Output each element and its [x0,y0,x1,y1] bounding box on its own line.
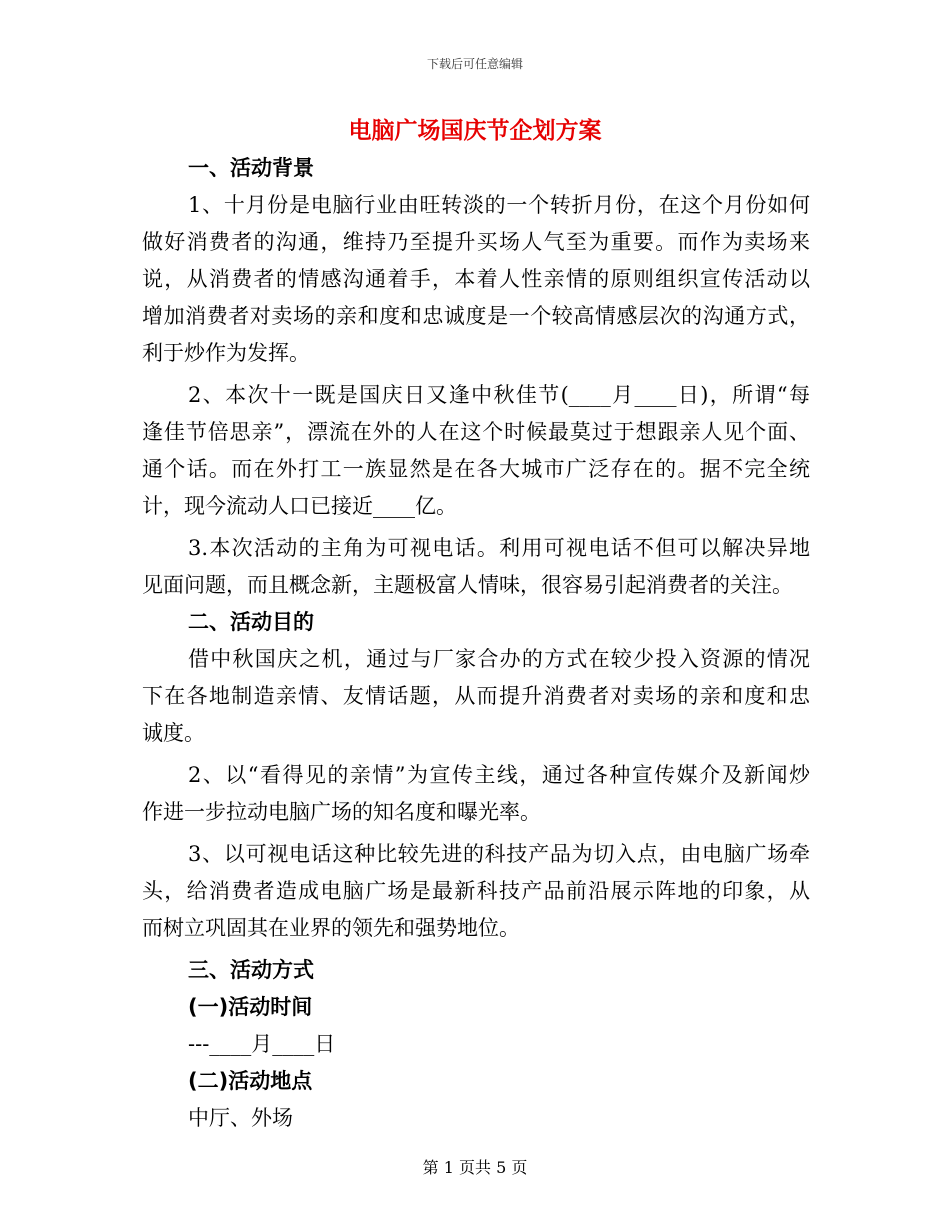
paragraph-line: 借中秋国庆之机，通过与厂家合办的方式在较少投入资源的情况 [188,647,810,671]
paragraph-line: 说，从消费者的情感沟通着手，本着人性亲情的原则组织宣传活动以 [142,267,810,291]
paragraph-line: 头，给消费者造成电脑广场是最新科技产品前沿展示阵地的印象，从 [142,879,810,903]
paragraph-line: 2、本次十一既是国庆日又逢中秋佳节(____月____日)，所谓“每 [188,383,810,407]
paragraph-line: 通个话。而在外打工一族显然是在各大城市广泛存在的。据不完全统 [142,457,810,481]
paragraph-line: 下在各地制造亲情、友情话题，从而提升消费者对卖场的亲和度和忠 [142,684,810,708]
paragraph-line: 1、十月份是电脑行业由旺转淡的一个转折月份，在这个月份如何 [188,193,810,217]
section-heading: 一、活动背景 [188,156,314,180]
header-note: 下载后可任意编辑 [426,57,523,71]
document-title: 电脑广场国庆节企划方案 [348,117,602,144]
paragraph-line: 见面问题，而且概念新，主题极富人情味，很容易引起消费者的关注。 [142,573,793,597]
section-heading: 二、活动目的 [188,610,314,634]
paragraph-line: 3、以可视电话这种比较先进的科技产品为切入点，由电脑广场牵 [188,842,810,866]
page-footer: 第 1 页共 5 页 [422,1158,528,1177]
paragraph-line: 逢佳节倍思亲”，漂流在外的人在这个时候最莫过于想跟亲人见个面、 [142,420,810,444]
paragraph-line: 2、以“看得见的亲情”为宣传主线，通过各种宣传媒介及新闻炒 [188,763,810,787]
subsection-heading: (一)活动时间 [188,995,313,1019]
document-body [142,150,810,1137]
activity-time-value: ---____月____日 [188,1032,336,1056]
paragraph-line: 诚度。 [142,721,205,745]
paragraph-line: 增加消费者对卖场的亲和度和忠诚度是一个较高情感层次的沟通方式， [142,304,810,328]
subsection-heading: (二)活动地点 [188,1069,313,1093]
paragraph-line: 3.本次活动的主角为可视电话。利用可视电话不但可以解决异地 [188,536,810,560]
section-heading: 三、活动方式 [188,958,314,982]
paragraph-line: 作进一步拉动电脑广场的知名度和曝光率。 [142,800,541,824]
paragraph-line: 做好消费者的沟通，维持乃至提升买场人气至为重要。而作为卖场来 [142,230,810,254]
paragraph-line: 而树立巩固其在业界的领先和强势地位。 [142,916,520,940]
activity-location-value: 中厅、外场 [188,1106,293,1130]
paragraph-line: 利于炒作为发挥。 [142,341,310,365]
paragraph-line: 计，现今流动人口已接近____亿。 [142,494,457,518]
